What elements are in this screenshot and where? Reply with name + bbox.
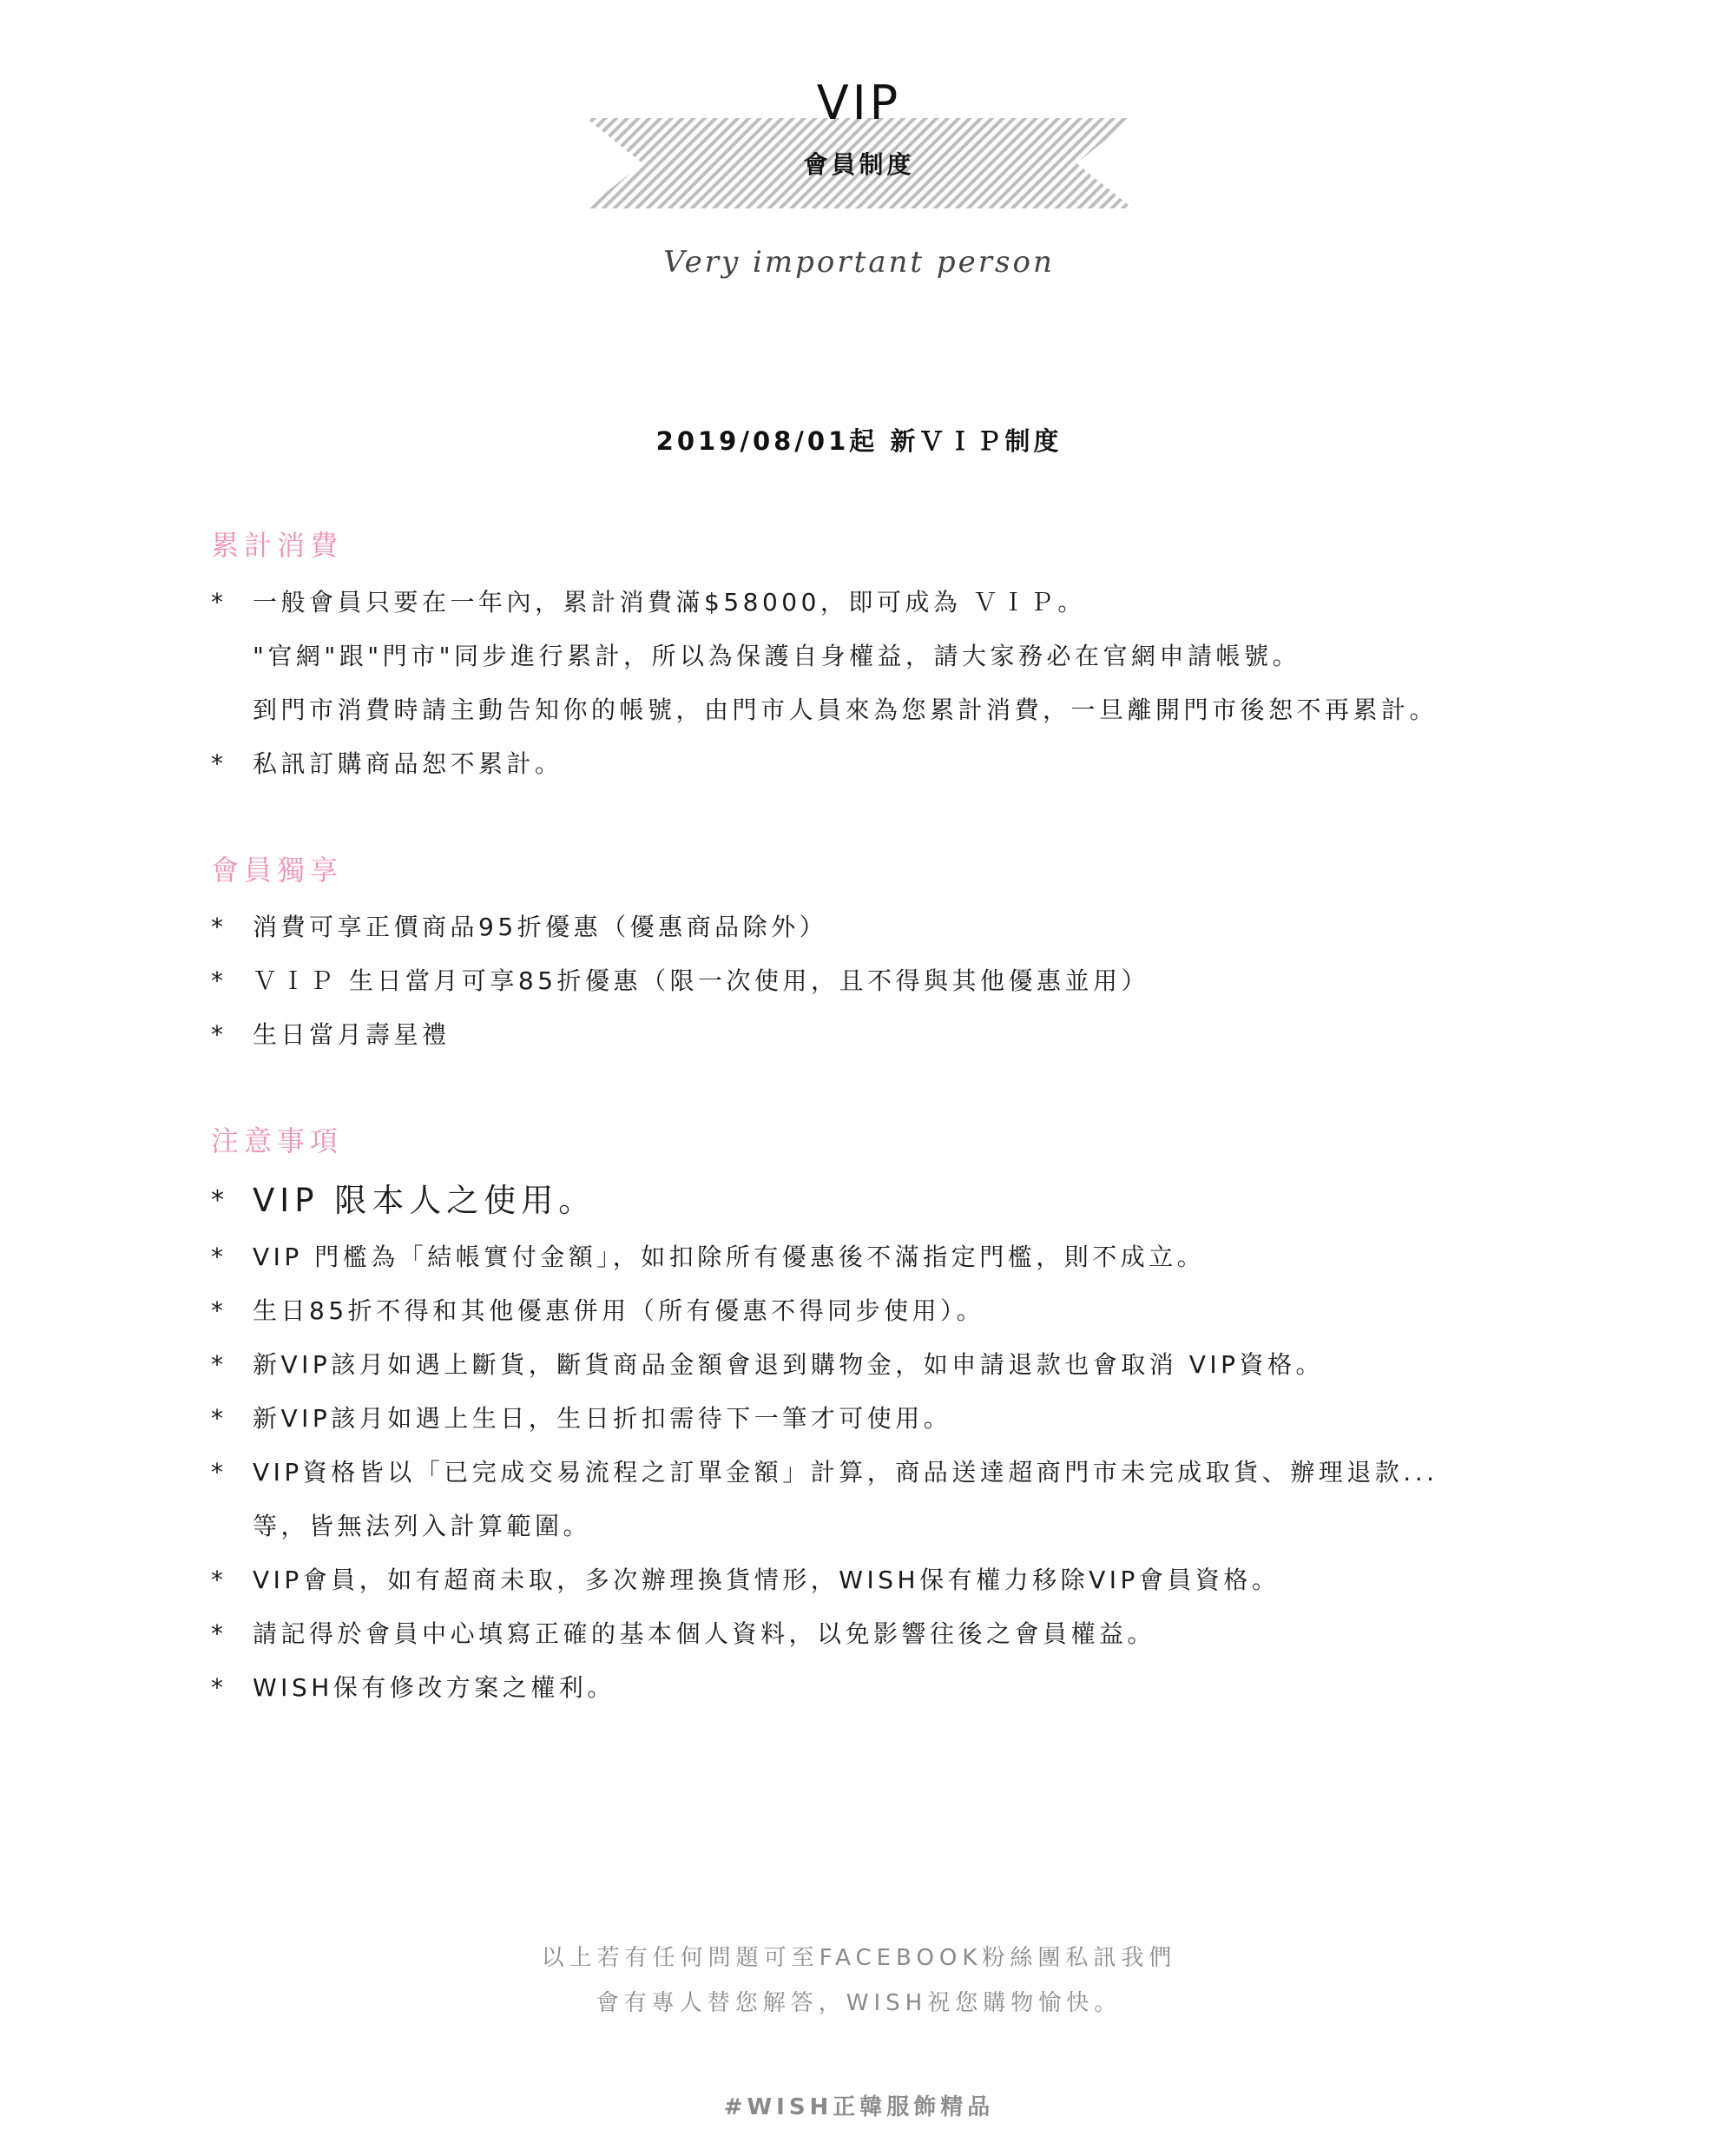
list-item bbox=[211, 1181, 1530, 1221]
item-text bbox=[253, 1455, 1438, 1544]
footer-contact-line: 以上若有任何問題可至FACEBOOK粉絲團私訊我們 bbox=[541, 1945, 1177, 1971]
item-text bbox=[253, 1294, 984, 1329]
program-headline: 2019/08/01起 新ＶＩＰ制度 bbox=[655, 426, 1063, 456]
item-line: 等，皆無法列入計算範圍。 bbox=[253, 1512, 592, 1540]
section-title: 累計消費 bbox=[211, 529, 344, 562]
item-text bbox=[253, 1018, 451, 1052]
star-bullet-icon: * bbox=[211, 1673, 227, 1702]
item-text bbox=[253, 747, 563, 781]
item-text bbox=[253, 1671, 615, 1705]
item-line: 私訊訂購商品恕不累計。 bbox=[253, 749, 563, 778]
item-text bbox=[253, 1348, 1324, 1382]
section-notes bbox=[211, 1124, 1530, 1724]
item-text bbox=[253, 1401, 951, 1436]
item-line: WISH保有修改方案之權利。 bbox=[253, 1673, 615, 1702]
item-line: 消費可享正價商品95折優惠（優惠商品除外） bbox=[253, 913, 828, 941]
list-item bbox=[211, 1563, 1530, 1598]
item-line: 生日當月壽星禮 bbox=[253, 1020, 451, 1049]
star-bullet-icon: * bbox=[211, 913, 227, 941]
section-title: 會員獨享 bbox=[211, 854, 344, 887]
item-line: 到門市消費時請主動告知你的帳號，由門市人員來為您累計消費，一旦離開門市後恕不再累計。 bbox=[253, 696, 1438, 724]
star-bullet-icon: * bbox=[211, 1404, 227, 1433]
star-bullet-icon: * bbox=[211, 1185, 229, 1216]
item-line: "官網"跟"門市"同步進行累計，所以為保護自身權益，請大家務必在官網申請帳號。 bbox=[253, 642, 1301, 670]
item-line: ＶＩＰ 生日當月可享85折優惠（限一次使用，且不得與其他優惠並用） bbox=[253, 966, 1150, 995]
item-line: VIP 門檻為「結帳實付金額」，如扣除所有優惠後不滿指定門檻，則不成立。 bbox=[253, 1243, 1206, 1271]
star-bullet-icon: * bbox=[211, 1458, 227, 1487]
list-item bbox=[211, 1294, 1530, 1329]
list-item bbox=[211, 910, 1530, 945]
item-line: VIP資格皆以「已完成交易流程之訂單金額」計算，商品送達超商門市未完成取貨、辦理退款... bbox=[253, 1458, 1438, 1487]
item-text bbox=[253, 964, 1149, 999]
item-line: 生日85折不得和其他優惠併用（所有優惠不得同步使用）。 bbox=[253, 1296, 985, 1325]
star-bullet-icon: * bbox=[211, 1566, 227, 1594]
list-item bbox=[211, 1671, 1530, 1705]
item-text bbox=[253, 1240, 1205, 1275]
item-line: 新VIP該月如遇上生日，生日折扣需待下一筆才可使用。 bbox=[253, 1404, 952, 1433]
list-item bbox=[211, 1348, 1530, 1382]
item-line: VIP會員，如有超商未取，多次辦理換貨情形，WISH保有權力移除VIP會員資格。 bbox=[253, 1566, 1280, 1594]
star-bullet-icon: * bbox=[211, 1296, 227, 1325]
item-text bbox=[253, 1181, 596, 1221]
item-text bbox=[253, 910, 827, 945]
section-title: 注意事項 bbox=[211, 1124, 344, 1157]
item-line: 一般會員只要在一年內，累計消費滿$58000，即可成為 ＶＩＰ。 bbox=[253, 588, 1086, 616]
list-item bbox=[211, 1455, 1530, 1544]
star-bullet-icon: * bbox=[211, 1020, 227, 1049]
section-cumulative-spending bbox=[211, 528, 1530, 801]
item-text bbox=[253, 1617, 1155, 1652]
item-line: 請記得於會員中心填寫正確的基本個人資料，以免影響往後之會員權益。 bbox=[253, 1619, 1156, 1648]
footer-brand-hashtag: #WISH正韓服飾精品 bbox=[723, 2094, 995, 2120]
star-bullet-icon: * bbox=[211, 588, 227, 616]
list-item bbox=[211, 585, 1530, 728]
item-text bbox=[253, 1563, 1280, 1598]
script-tagline: Very important person bbox=[663, 245, 1055, 280]
star-bullet-icon: * bbox=[211, 1350, 227, 1379]
star-bullet-icon: * bbox=[211, 1243, 227, 1271]
list-item bbox=[211, 964, 1530, 999]
list-item bbox=[211, 1401, 1530, 1436]
star-bullet-icon: * bbox=[211, 1619, 227, 1648]
page-title: VIP bbox=[816, 76, 902, 130]
star-bullet-icon: * bbox=[211, 966, 227, 995]
item-line: 新VIP該月如遇上斷貨，斷貨商品金額會退到購物金，如申請退款也會取消 VIP資格。 bbox=[253, 1350, 1324, 1379]
section-member-exclusive bbox=[211, 853, 1530, 1071]
item-line: VIP 限本人之使用。 bbox=[253, 1182, 596, 1219]
list-item bbox=[211, 1018, 1530, 1052]
item-text bbox=[253, 585, 1438, 728]
page-header bbox=[0, 0, 1718, 365]
footer-thanks-line: 會有專人替您解答，WISH祝您購物愉快。 bbox=[596, 1990, 1122, 2016]
page-subtitle: 會員制度 bbox=[803, 150, 915, 179]
star-bullet-icon: * bbox=[211, 749, 227, 778]
list-item bbox=[211, 1617, 1530, 1652]
list-item bbox=[211, 747, 1530, 781]
list-item bbox=[211, 1240, 1530, 1275]
